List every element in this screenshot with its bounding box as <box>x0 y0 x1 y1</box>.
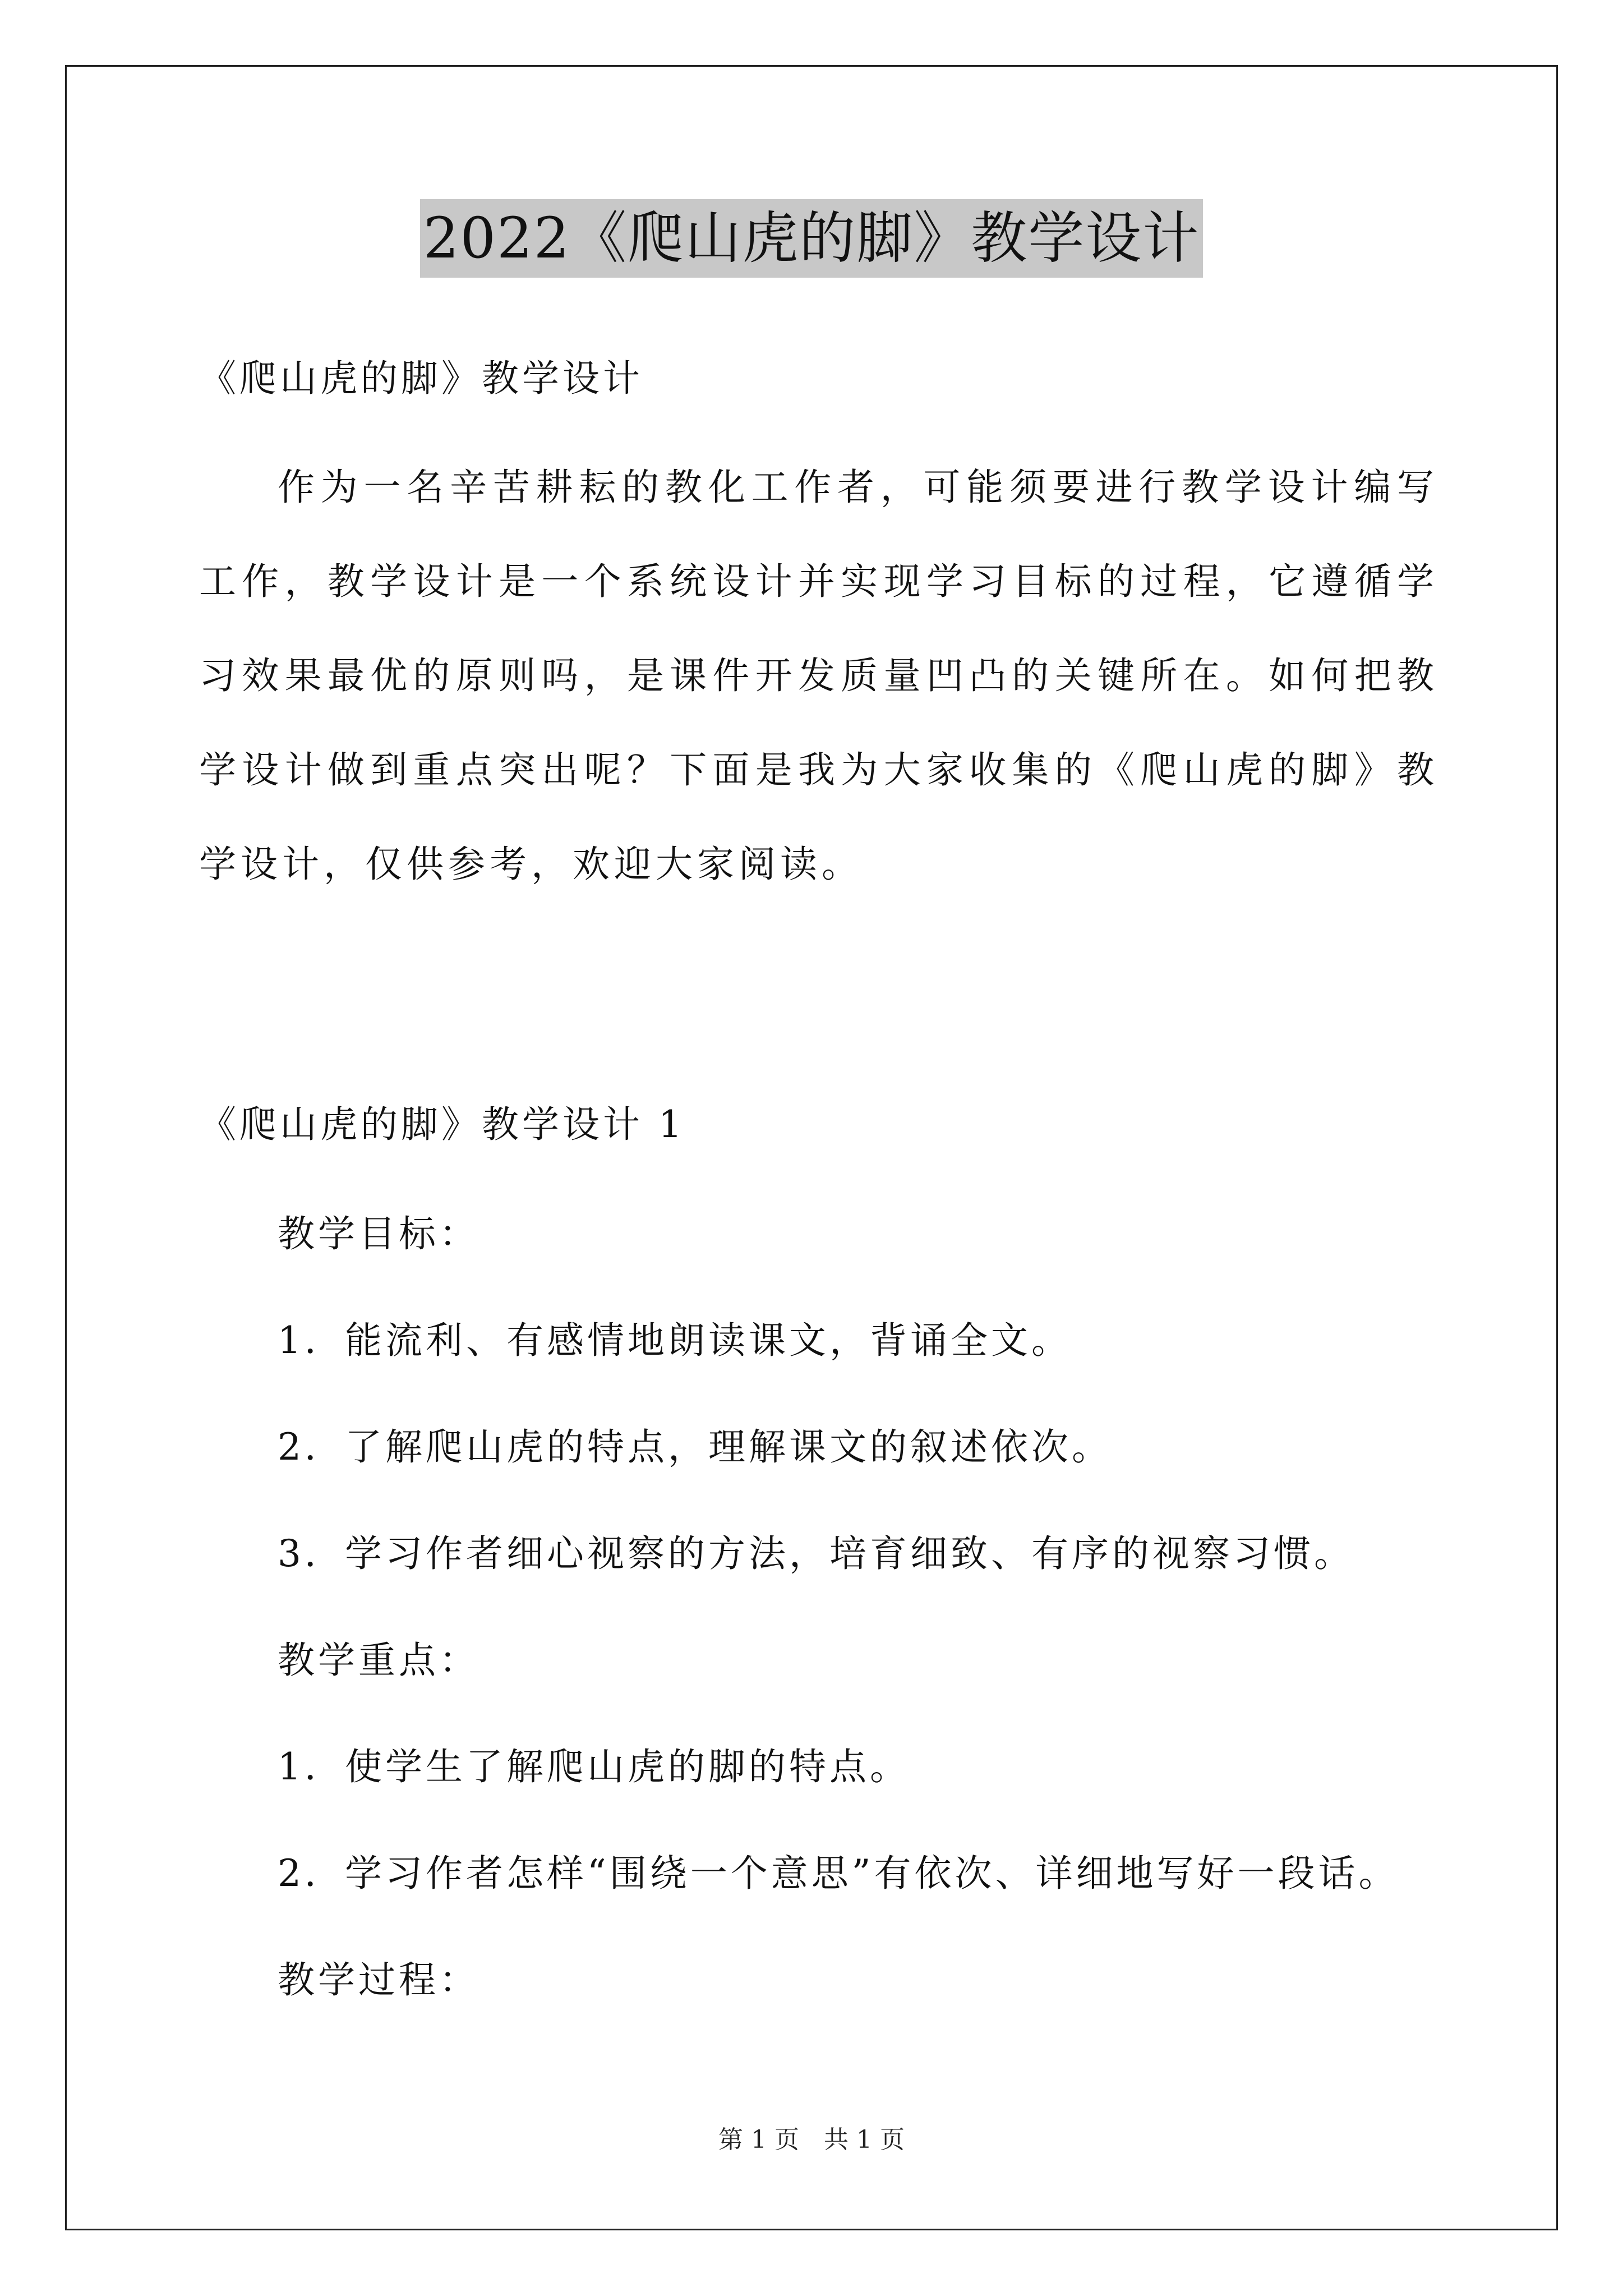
key-point-item: 2．学习作者怎样“围绕一个意思”有依次、详细地写好一段话。 <box>278 1852 1399 1895</box>
intro-paragraph: 作为一名辛苦耕耘的教化工作者，可能须要进行教学设计编写工作，教学设计是一个系统设计并实现学习目标的过程，它遵循学习效果最优的原则吗，是课件开发质量凹凸的关键所在。如何把教学设计做到重点突出呢？下面是我为大家收集的《爬山虎的脚》教学设计，仅供参考，欢迎大家阅读。 <box>199 466 1438 886</box>
document-title: 2022《爬山虎的脚》教学设计 <box>420 199 1204 278</box>
objective-item: 3．学习作者细心视察的方法，培育细致、有序的视察习惯。 <box>278 1532 1354 1575</box>
key-point-item: 1．使学生了解爬山虎的脚的特点。 <box>278 1745 910 1788</box>
objective-item: 2．了解爬山虎的特点，理解课文的叙述依次。 <box>278 1425 1112 1469</box>
section-heading: 《爬山虎的脚》教学设计 1 <box>199 1103 685 1146</box>
document-subtitle: 《爬山虎的脚》教学设计 <box>199 357 643 400</box>
title-container <box>0 199 1623 278</box>
objective-item: 1．能流利、有感情地朗读课文，背诵全文。 <box>278 1319 1072 1362</box>
objectives-label: 教学目标： <box>278 1212 479 1255</box>
key-points-label: 教学重点： <box>278 1639 479 1682</box>
process-label: 教学过程： <box>278 1958 479 2001</box>
page-footer: 第 1 页 共 1 页 <box>718 2125 905 2154</box>
